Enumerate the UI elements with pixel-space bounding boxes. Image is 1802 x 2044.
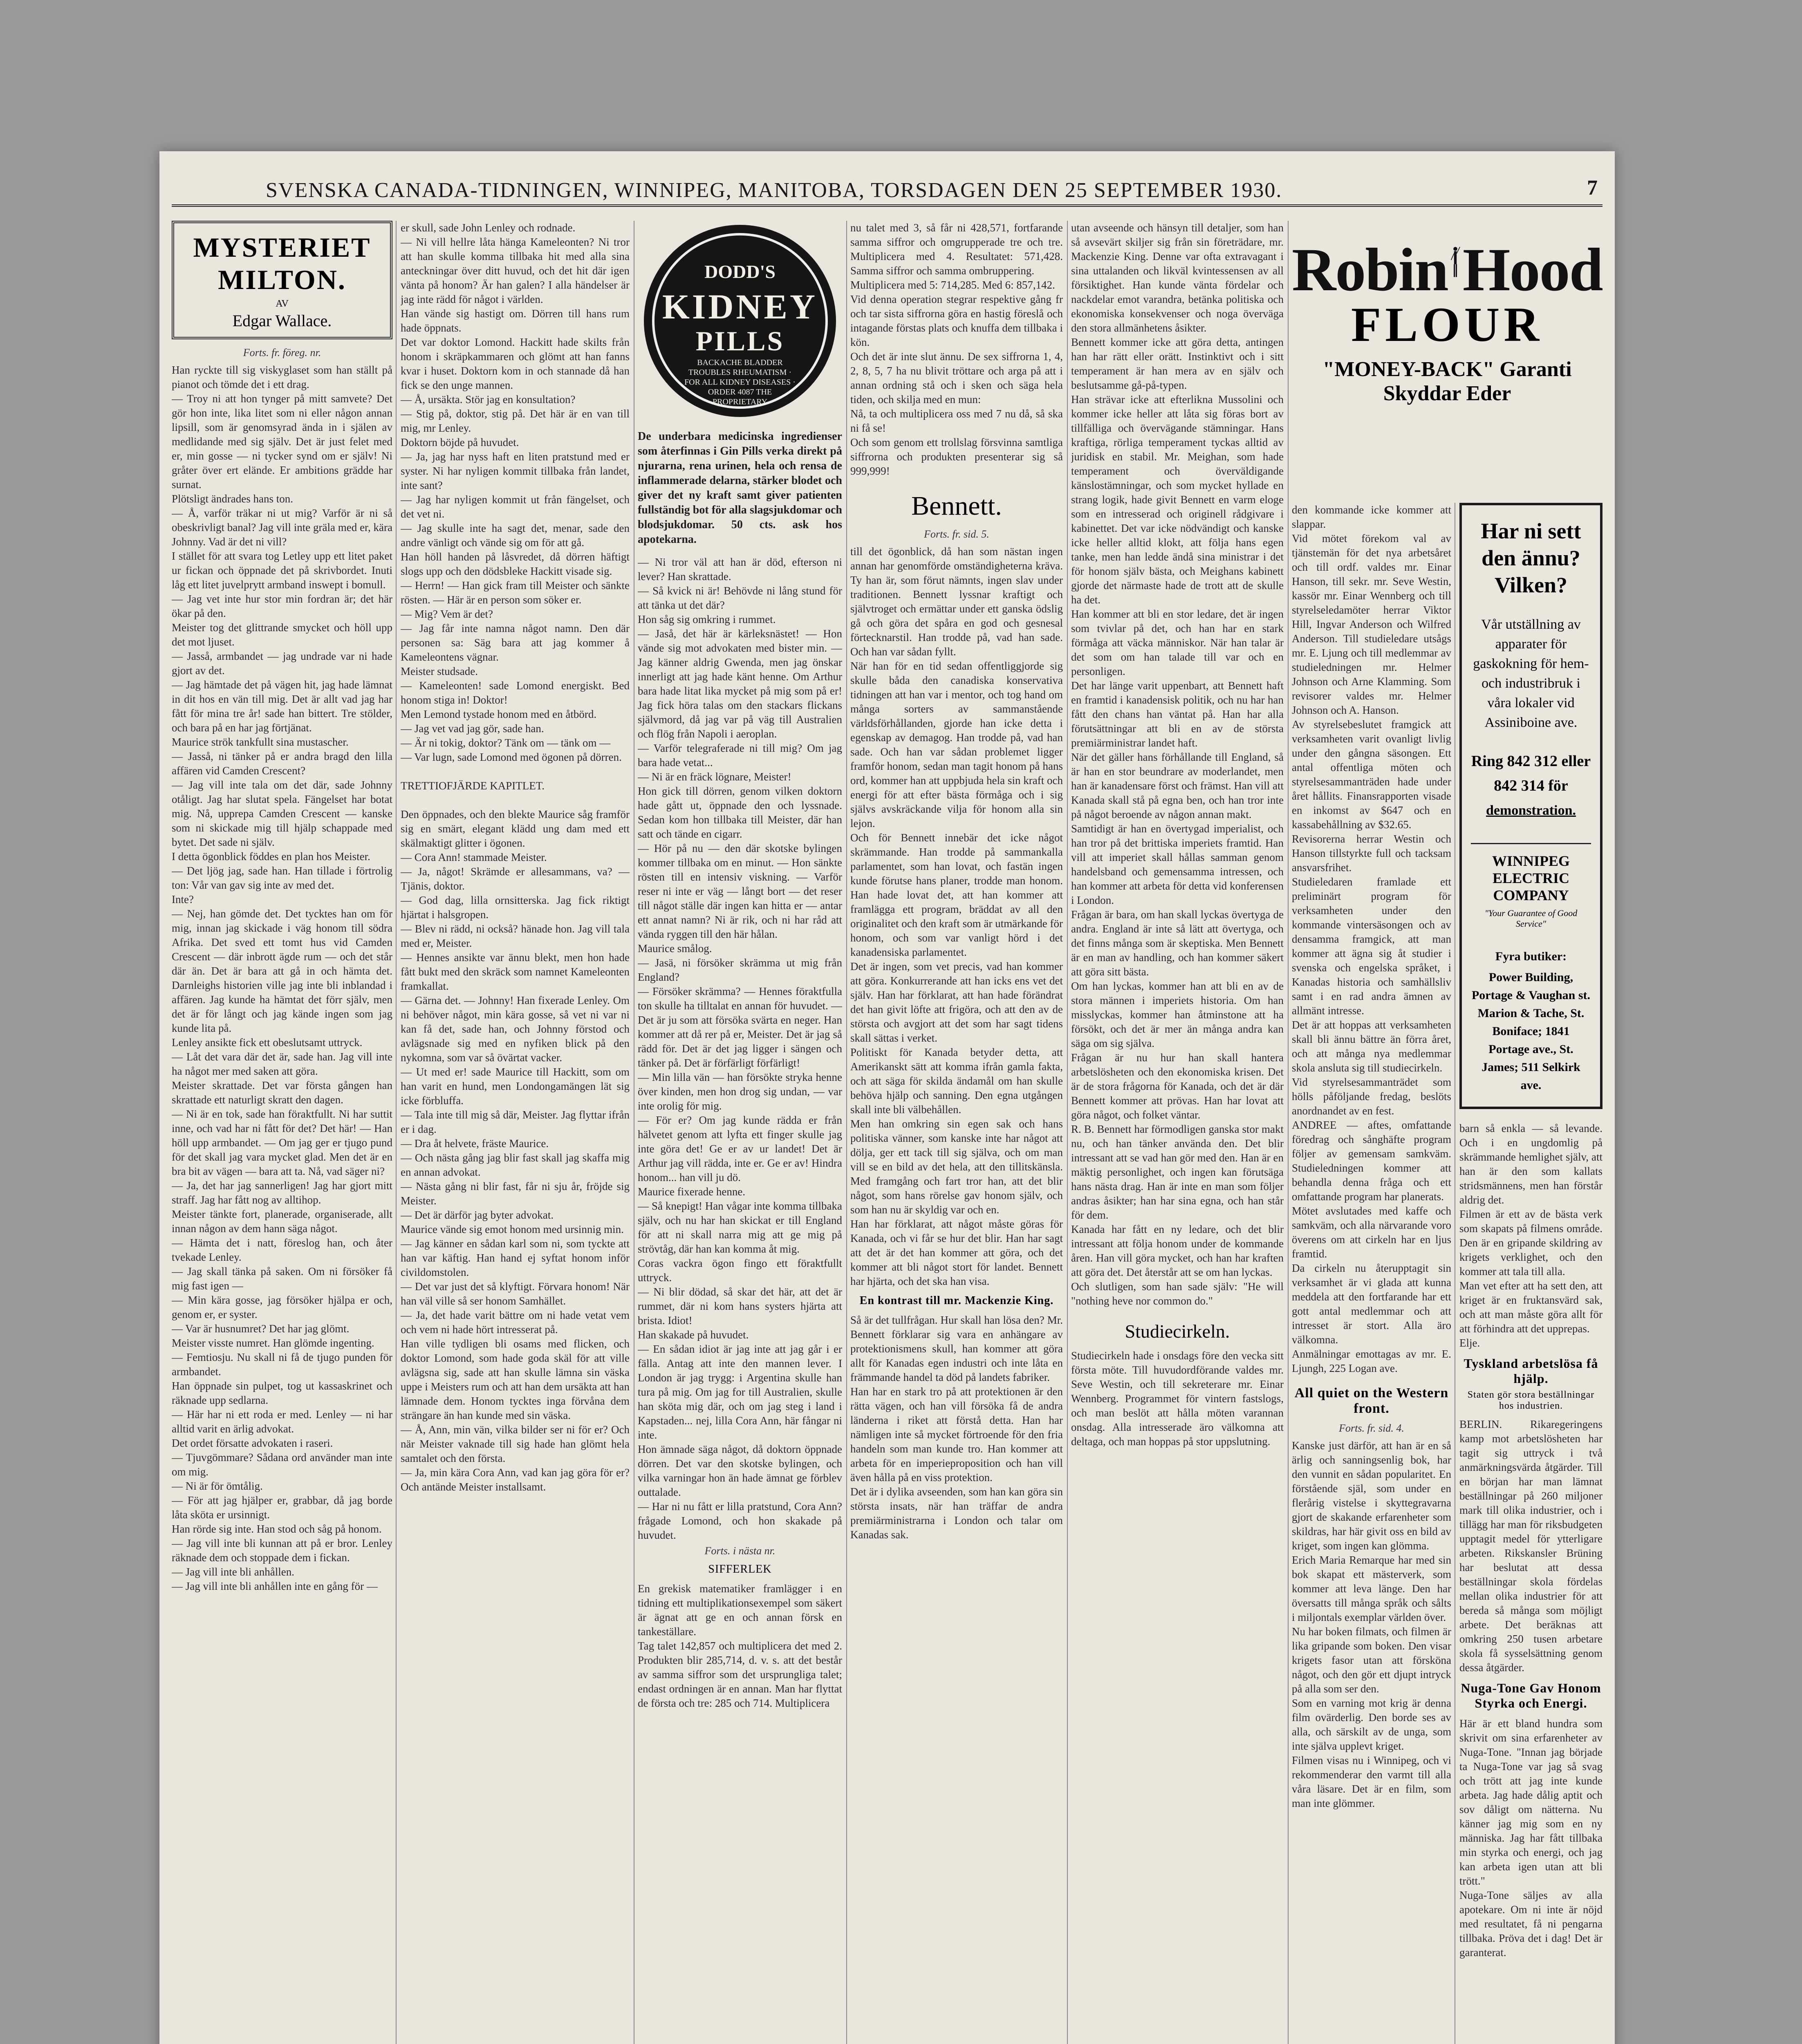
allquiet-heading-line1: All quiet on the Western	[1294, 1385, 1449, 1401]
guarantee-line1: "MONEY-BACK" Garanti	[1322, 358, 1572, 381]
continued-next-note: Forts. i nästa nr.	[704, 1545, 775, 1557]
newspaper-page	[159, 151, 1615, 2044]
column-divider	[1067, 221, 1068, 2044]
kontrast-body: Så är det tullfrågan. Hur skall han lösa den? Mr. Bennett förklarar sig vara en anhängare av protektionismens skull, han kommer att göra allt för Kanadas egen industri och inte låta en främmande handel ta död på landets fabriker. Han har en stark tro på att protektionen är den rätta vägen, och han vill försöka få de andra länderna i riket att förstå detta. Han har nämligen inte så mycket förtroende för den fria handeln som man kunde tro. Han kommer att arbeta för en imperieproposition och han vill även hålla på en viss protektion. Det är i dylika avseenden, som han kan göra sin största insats, när han träffar de andra premiärministrarna i London och talar om Kanadas sak.	[850, 1314, 1063, 1541]
column-divider	[846, 221, 847, 2044]
column-serial-continued	[401, 221, 630, 2044]
subcolumn-left	[1292, 503, 1451, 2044]
article-body: — Ni tror väl att han är död, efterson ni lever? Han skrattade. — Så kvick ni är! Behövde ni lång stund för att tänka ut det där? Hon såg sig omkring i rummet. — Jaså, det här är kärleksnästet! — Hon vände sig mot advokaten med bister min. — Jag känner aldrig Gwenda, men jag önskar innerligt att jag hade känt henne. Om Arthur bara hade litat lika mycket på mig som på er! Jag fick höra talas om den stackars flickans självmord, då jag var på väg till Australien och flög från Napoli i aeroplan. — Varför telegraferade ni till mig? Om jag bara hade vetat... — Ni är en fräck lögnare, Meister! Hon gick till dörren, genom vilken doktorn hade gått ut, öppnade den och lyssnade. Sedan kom hon tillbaka till Meister, där han satt och tände en cigarr. — Hör på nu — den där skotske bylingen kommer tillbaka om en minut. — Hon sänkte rösten till en intensiv viskning. — Varför reser ni inte er väg — långt bort — det reser till något ställe där ingen kan hitta er — antar ett annat namn? Ni är rik, och ni har råd att vända ryggen till den här hålan. Maurice smålog. — Jasä, ni försöker skrämma ut mig från England? — Försöker skrämma? — Hennes föraktfulla ton skulle ha tilltalat en annan för huvudet. — Det är ju som att försöka svärta en neger. Han kommer att då rer på er, Meister. Det är jag så rädd för. Det är det jag ligger i sängen och tänker på. Det är förfärligt förfärligt! — Min lilla vän — han försökte stryka henne över kinden, men hon drog sig undan, — var inte orolig för mig. — För er? Om jag kunde rädda er från hälvetet genom att lyfta ett finger skulle jag inte göra det! Ge er av ur landet! Det är Arthur jag vill rädda, inte er. Ge er av! Hindra honom... han vill ju dö. Maurice fixerade henne. — Så knepigt! Han vågar inte komma tillbaka själv, och nu har han skickat er till England för att ni skall narra mig att ge mig på strövtåg, där han kan komma åt mig. Coras vackra ögon fingo ett föraktfullt uttryck. — Ni blir dödad, så skar det här, att det är rummet, där ni kom hans systers hjärta att brista. Idiot! Han skakade på huvudet. — En sådan idiot är jag inte att jag går i er fälla. Antag att inte den mannen lever. I London är jag trygg: i Argentina skulle han tura på mig. Om jag for till Australien, skulle han sköta mig där, och om jag steg i land i Kapstaden... nej, lilla Cora Ann, här fångar ni inte. Hon ämnade säga något, då doktorn öppnade dörren. Det var den skotske bylingen, och vilka varningar hon än hade ämnat ge förblev outtalade. — Har ni nu fått er lilla pratstund, Cora Ann? frågade Lomond, och hon skakade på huvudet.	[638, 556, 842, 1541]
column-mysteriet-milton	[172, 221, 392, 2044]
allquiet-heading-line2: front.	[1354, 1401, 1390, 1416]
weco-body: Vår utställning av apparater för gaskokning för hem- och industribruk i våra lokaler vid Assiniboine ave.	[1473, 617, 1589, 730]
masthead	[172, 176, 1603, 207]
winnipeg-electric-ad	[1459, 503, 1603, 1109]
weco-stores-label: Fyra butiker:	[1495, 950, 1567, 963]
serial-title-box	[172, 221, 392, 339]
weco-question: Har ni sett den ännu? Vilken?	[1481, 519, 1581, 597]
tyskland-heading: Tyskland arbetslösa få hjälp.	[1464, 1356, 1598, 1386]
weco-phone: Ring 842 312 eller 842 314 för	[1471, 753, 1591, 794]
article-body: er skull, sade John Lenley och rodnade. — Ni vill hellre låta hänga Kameleonten? Ni tror att han skulle komma tillbaka hit med alla sina anteckningar över ditt huvud, och det hit där igen vänta på honom? Är han galen? I alla händelser är jag inte rädd för något i världen. Han vände sig hastigt om. Dörren till hans rum hade öppnats. Det var doktor Lomond. Hackitt hade skilts från honom i skräpkammaren och glömt att han fanns kvar i huset. Doktorn kom in och stannade då han fick se den unge mannen. — Å, ursäkta. Stör jag en konsultation? — Stig på, doktor, stig på. Det här är en van till mig, mr Lenley. Doktorn böjde på huvudet. — Ja, jag har nyss haft en liten pratstund med er syster. Ni har nyligen kommit tillbaka från landet, inte sant? — Jag har nyligen kommit ut från fängelset, och det vet ni. — Jag skulle inte ha sagt det, menar, sade den andre vänligt och vände sig om för att gå. Han höll handen på låsvredet, då dörren häftigt slogs upp och den dödsbleke Hackitt visade sig. — Herrn! — Han gick fram till Meister och sänkte rösten. — Här är en person som söker er. — Mig? Vem är det? — Jag får inte namna något namn. Den där personen sa: Säg bara att jag kommer å Kameleontens vägnar. Meister studsade. — Kameleonten! sade Lomond energiskt. Bed honom stiga in! Doktor! Men Lemond tystade honom med en åtbörd. — Jag vet vad jag gör, sade han. — Är ni tokig, doktor? Tänk om — tänk om — — Var lugn, sade Lomond med ögonen på dörren. TRETTIOFJÄRDE KAPITLET. Den öppnades, och den blekte Maurice såg framför sig en smärt, elegant klädd ung dam med ett skälmaktigt glitter i ögonen. — Cora Ann! stammade Meister. — Ja, något! Skrämde er allesammans, va? — Tjänis, doktor. — God dag, lilla ornsitterska. Jag fick riktigt hjärtat i halsgropen. — Blev ni rädd, ni också? hänade hon. Jag vill tala med er, Meister. — Hennes ansikte var ännu blekt, men hon hade fått bukt med den skräck som namnet Kameleonten framkallat. — Gärna det. — Johnny! Han fixerade Lenley. Om ni behöver något, min kära gosse, så vet ni var ni kan få det, sade han, och Johnny förstod och avlägsnade sig med en nyfiken blick på den nykomna, som var så övärtat vacker. — Ut med er! sade Maurice till Hackitt, som om han varit en hund, men Londongamängen lät sig icke förbluffa. — Tala inte till mig så där, Meister. Jag flyttar ifrån er i dag. — Dra åt helvete, fräste Maurice. — Och nästa gång jag blir fast skall jag skaffa mig en annan advokat. — Nästa gång ni blir fast, får ni sju år, fröjde sig Meister. — Det är därför jag byter advokat. Maurice vände sig emot honom med ursinnig min. — Jag känner en sådan karl som ni, som tyckte att han var käftig. Han hand ej syftat honom inför civildomstolen. — Det var just det så klyftigt. Förvara honom! När han väl ville så ser honom Samhället. — Ja, det hade varit bättre om ni hade vetat vem och vem ni hade hört intresserat på. Han ville tydligen bli osams med flicken, och doktor Lomond, som hade goda skäl för att ville avlägsna sig, sade att han skulle lämna sin väska uppe i Meisters rum och att han dem ursäkta att han lämnade dem. Honom tycktes inga förvåna dem strängare än han kunde med sin väska. — Å, Ann, min vän, vilka bilder ser ni för er? Och när Meister vaknade till sig hade han glömt hela samtalet och den första. — Ja, min kära Cora Ann, vad kan jag göra för er? Och antände Meister installsamt.	[401, 222, 630, 1493]
sifferlek-continued: nu talet med 3, så får ni 428,571, fortfarande samma siffror och omgrupperade tre och tre. Multiplicera med 4. Resultatet: 571,428. Samma siffror och samma ombruppering. Multiplicera med 5: 714,285. Med 6: 857,142. Vid denna operation stegrar respektive gång fr och tar sista siffrorna göra en hastig föreslå och intagande förstas plats och knuffa dem tillbaka i kön. Och det är inte slut ännu. De sex siffrorna 1, 4, 2, 8, 5, 7 ha nu blivit tröttare och arga på att i annan ordning stå och i sken och säga hela tiden, och skilja med en mun: Nå, ta och multiplicera oss med 7 nu då, så ska ni få se! Och som genom ett trollslag försvinna samtliga siffrorna och produkten presenterar sig så 999,999!	[850, 222, 1063, 477]
bennett-heading: Bennett.	[911, 491, 1002, 521]
robin-hood-ad	[1292, 221, 1603, 406]
serial-author: Edgar Wallace.	[232, 312, 332, 330]
weco-slogan: "Your Guarantee of Good Service"	[1484, 908, 1578, 929]
kontrast-heading: En kontrast till mr. Mackenzie King.	[859, 1294, 1054, 1307]
weco-divider	[1471, 843, 1591, 844]
robin-word: Robin	[1292, 236, 1448, 304]
studiecirkeln-body: Studiecirkeln hade i onsdags före den vecka sitt första möte. Till huvudordförande valdes mr. Seve Westin, och till sekreterare mr. Einar Wennberg. Programmet för vintern fastslogs, och man beslöt att hålla möten varannan onsdag. Alla intresserade äro välkomna att deltaga, och man hoppas på stor uppslutning.	[1071, 1349, 1284, 1448]
column-divider	[1288, 221, 1289, 2044]
weco-demo: demonstration.	[1486, 803, 1576, 818]
column-bennett	[850, 221, 1063, 2044]
column-divider	[396, 221, 397, 2044]
article-body: Han ryckte till sig viskyglaset som han ställt på pianot och tömde det i ett drag. — Troy ni att hon tynger på mitt samvete? Det gör hon inte, lika litet som ni eller någon annan lipsill, som är genomsyrad ända in i själen av medlidande med sig själv. Det är just felet med er, min gosse — ni tycker synd om er själv! Ni gråter över ert elände. Er ambitions grädde har surnat. Plötsligt ändrades hans ton. — Å, varför träkar ni ut mig? Varför är ni så obeskrivligt banal? Jag vill inte gräla med er, kära Johnny. Vad är det ni vill? I stället för att svara tog Letley upp ett litet paket ur fickan och öppnade det på skrivbordet. Inuti låg ett litet juvelprytt armband inswept i bomull. — Jag vet inte hur stor min fordran är; det här ökar på den. Meister tog det glittrande smycket och höll upp det mot ljuset. — Jasså, armbandet — jag undrade var ni hade gjort av det. — Jag hämtade det på vägen hit, jag hade lämnat in dit hos en vän till mig. Det är allt vad jag har fått för mina tre år! sade han bittert. Tre stölder, och bara på en har jag förtjänat. Maurice strök tankfullt sina mustascher. — Jasså, ni tänker på er andra bragd den lilla affären vid Camden Crescent? — Jag vill inte tala om det där, sade Johnny otåligt. Jag har slutat spela. Fängelset har botat mig. Nå, upprepa Camden Crescent — kanske som ni skickade mig till hjälp schappade med bytet. Det sade ni själv. I detta ögonblick föddes en plan hos Meister. — Det ljög jag, sade han. Han tillade i förtrolig ton: Vår van gav sig inte av med det. Inte? — Nej, han gömde det. Det tycktes han om för mig, innan jag skickade i väg honom till södra Afrika. Det sved ett tomt hus vid Camden Crescent — där inbrott ägde rum — och det står där än. Det är bara att gå in och hämta det. Darnleighs historien ville jag inte bli inblandad i affären. Jag kunde ha hämtat det förr själv, men det är för långt och jag kände ingen som jag kunde lita på. Lenley ansikte fick ett obeslutsamt uttryck. — Låt det vara där det är, sade han. Jag vill inte ha något mer med saken att göra. Meister skrattade. Det var första gången han skrattade ett naturligt skratt den dagen. — Ni är en tok, sade han föraktfullt. Ni har suttit inne, och vad har ni fått för det? Det här! — Han höll upp armbandet. — Om jag ger er tjugo pund för det skall jag vara mycket glad. Men det är en bra bit av vägen — bara att ta. Nå, vad säger ni? — Ja, det har jag sannerligen! Jag har gjort mitt straff. Jag har fått nog av alltihop. Meister tänkte fort, planerade, organiserade, allt innan någon av dem hann säga något. — Hämta det i natt, föreslog han, och åter tvekade Lenley. — Jag skall tänka på saken. Om ni försöker få mig fast igen — — Min kära gosse, jag försöker hjälpa er och, genom er, er syster. — Var är husnumret? Det har jag glömt. Meister visste numret. Han glömde ingenting. — Femtiosju. Nu skall ni få de tjugo punden för armbandet. Han öppnade sin pulpet, tog ut kassaskrinet och räknade upp sedlarna. — Här har ni ett roda er med. Lenley — ni har alltid varit en ärlig advokat. Det ordet försatte advokaten i raseri. — Tjuvgömmare? Sådana ord använder man inte om mig. — Ni är för ömtålig. — För att jag hjälper er, grabbar, då jag borde låta sköta er ursinnigt. Han rörde sig inte. Han stod och såg på honom. — Jag vill inte bli kunnan att på er bror. Lenley räknade dem och stoppade dem i fickan. — Jag vill inte bli anhållen. — Jag vill inte bli anhållen inte en gång för —	[172, 364, 392, 1592]
flour-word: FLOUR	[1351, 297, 1543, 352]
continued-note: Forts. fr. sid. 5.	[924, 528, 989, 540]
dodds-kidney-pills-logo	[644, 225, 836, 417]
allquiet-continued: barn så enkla — så levande. Och i en ungdomlig på skrämmande hemlighet själv, att han är den som kallats stridsmännens, men han förstår aldrig det. Filmen är ett av de bästa verk som skapats på filmens område. Den är en gripande skildring av krigets verklighet, och den kommer att tala till alla. Man vet efter att ha sett den, att kriget är en fruktansvärd sak, och att man måste göra allt för att förhindra att det upprepas. Elje.	[1459, 1122, 1603, 1349]
hood-word: Hood	[1462, 236, 1603, 304]
weco-addresses: Power Building, Portage & Vaughan st. Marion & Tache, St. Boniface; 1841 Portage ave., St. James; 511 Selkirk ave.	[1471, 970, 1591, 1092]
dodds-line3: PILLS	[695, 325, 784, 356]
sifferlek-body: En grekisk matematiker framlägger i en tidning ett multiplikationsexempel som säkert är ägnat att ge en och annan försk en tankeställare. Tag talet 142,857 och multiplicera det med 2. Produkten blir 285,714, d. v. s. att det består av samma siffror som det ursprungliga talet; endast ordningen är en annan. Man har flyttat de första och tre: 285 och 714. Multiplicera	[638, 1582, 842, 1709]
continued-note: Forts. fr. sid. 4.	[1339, 1422, 1404, 1434]
allquiet-body: Kanske just därför, att han är en så ärlig och sanningsenlig bok, har den vunnit en sådan popularitet. En förstående själ, som under en flerårig vistelse i skyttegravarna gjort de skakande erfarenheter som skildras, har här givit oss en bild av kriget, som ingen kan glömma. Erich Maria Remarque har med sin bok skapat ett mästerverk, som kommer att leva länge. Den har översatts till många språk och sålts i miljontals exemplar världen över. Nu har boken filmats, och filmen är lika gripande som boken. Den visar krigets fasor utan att försköna något, och den gör ett djupt intryck på alla som ser den. Som en varning mot krig är denna film ovärderlig. Den borde ses av alla, och särskilt av de unga, som inte själva upplevt kriget. Filmen visas nu i Winnipeg, och vi rekommenderar den varmt till alla våra läsare. Det är en film, som man inte glömmer.	[1292, 1439, 1451, 1809]
tyskland-subheading: Staten gör stora beställningar hos industrien.	[1467, 1390, 1595, 1411]
column-bennett-continued	[1071, 221, 1284, 2044]
dodds-line1: DODD'S	[704, 261, 775, 282]
subcolumn-right	[1459, 503, 1603, 2044]
tyskland-body: BERLIN. Rikaregeringens kamp mot arbetslösheten har tagit sig uttryck i två anmärkningsvärda åtgärder. Till en början har man lämnat beställningar på 260 miljoner mark till olika industrier, och i tillägg har man för riksbudgeten upptagit medel för ytterligare arbeten. Rikskansler Brüning har beslutat att dessa beställningar skola fördelas mellan olika industrier för att bereda så många som möjligt arbete. Det beräknas att omkring 250 tusen arbetare skola få sysselsättning genom dessa åtgärder.	[1459, 1418, 1603, 1674]
weco-brand: WINNIPEG ELECTRIC COMPANY	[1492, 853, 1570, 903]
guarantee-line2: Skyddar Eder	[1383, 382, 1511, 405]
bennett-body: till det ögonblick, då han som nästan ingen annan har genomförde omständigheterna kräva. Ty han är, som förut nämnts, ingen slav under traditionen. Bennett lyssnar kraftigt och självtroget och ermättar under ett ganska ödslig gå och göra det spåra en god och gesnesal förtecknarstil. Han trodde på, vad han sade. Och han var sådan fyllt. När han för en tid sedan offentliggjorde sig skulle båda den canadiska konservativa tidningen att han var i mentor, och tog hand om många sorters av sammanstående världsförhållanden, gjorde han icke detta i egenskap av demagog. Han trodde på, vad han sade. Och han var sådan problemet ligger framför honom, sedan man tagit honom på hans ord, kommer han att uppbjuda hela sin kraft och energi för att efter bästa förmåga och i sig självs avskräckande vilja för honom alla sin lejon. Och för Bennett innebär det icke något skrämmande. Han trodde på sammankalla parlamentet, som han lovat, och fastän ingen kunde förutse hans planer, trodde man honom. Han hade lovat det, att han kommer att framlägga ett program, bräddat av all den originalitet och den kraft som är utmärkande för honom, och som var vanligt hörd i det kanadensiska parlamentet. Det är ingen, som vet precis, vad han kommer att göra. Konkurrerande att han icks ens vet det själv. Han har förklarat, att han hade förändrat det han givit löfte att frigöra, och att den av de största och avgjort att det som har sagt tidens skall sättas i verket. Politiskt för Kanada betyder detta, att Amerikanskt sätt att komma ifrån gamla fakta, och att säga för skilda ändamål om han skulle behöva hjälp och sanning. Den egna utgången skall inte bli välbehållen. Men han omkring sin egen sak och hans politiska vänner, som kanske inte har något att dölja, ger ett tack till sig själva, och om man vill se en bild av det hela, att den tillitskänsla. Med framgång och fart tror han, att det blir något, som hans rörelse gav honom själv, och som han nu är skyldig var och en. Han har förklarat, att något måste göras för Kanada, och vi får se hur det blir. Han har sagt att det är det han kommer att göra, och det kommer att bli något stort för landet. Bennett har hjärta, och det ska han visa.	[850, 545, 1063, 1287]
nuga-heading: Nuga-Tone Gav Honom Styrka och Energi.	[1461, 1681, 1601, 1710]
serial-title: MYSTERIET MILTON.	[193, 232, 371, 295]
column-ads	[1292, 221, 1603, 2044]
bennett-body-continued: utan avseende och hänsyn till detaljer, som han så avsevärt skiljer sig från sin företrädare, mr. Mackenzie King. Denne var ofta extravagant i sina uttalanden och likväl kvintessensen av all försiktighet. Han kunde vänta fördelar och nackdelar emot varandra, betänka politiska och ekonomiska konsekvenser och noga överväga den stora allmänhetens åsikter. Bennett kommer icke att göra detta, antingen han har rätt eller orätt. Instinktivt och i sitt temperament är han mera av en själv och beslutsamme gå-på-typen. Han strävar icke att efterlikna Mussolini och kommer icke heller att låta sig föras bort av tillfälliga och övervägande stämningar. Hans kraftiga, rörliga temperament tyckas alltid av juridisk en stabil. Mr. Meighan, som hade temperament och överväldigande känslostämningar, och som mycket hyllade en strang logik, hade givit Bennett en varm eloge som en intresserad och originell rådgivare i kabinettet. Det var icke nödvändigt och kanske icke heller alltid klokt, att följa hans egen tanke, men han ledde ändå sina ministrar i det för honom själv bästa, och Meighans kabinett gjorde det närmaste hade de trott att de skulle ha det. Han kommer att bli en stor ledare, det är ingen som tvivlar på det, och han har en stark förmåga att väcka människor. När han talar är det som om han talade till var och en personligen. Det har länge varit uppenbart, att Bennett haft en framtid i kanadensisk politik, och nu har han fått den chans han väntat på. Han har alla förutsättningar att bli en av de största premiärministrar landet haft. När det gäller hans förhållande till England, så är han en stor beundrare av moderlandet, men han är kanadensare först och främst. Han vill att Kanada skall stå på egna ben, och han tror inte på något beroende av någon annan makt. Samtidigt är han en övertygad imperialist, och han tror på det brittiska imperiets framtid. Han vill att imperiet skall hållas samman genom handelsband och gemensamma intressen, och han kommer att arbeta för detta vid konferensen i London. Frågan är bara, om han skall lyckas övertyga de andra. England är inte så lätt att övertyga, och det finns många som är skeptiska. Men Bennett är en man av handling, och han kommer säkert att göra sitt bästa. Om han lyckas, kommer han att bli en av de stora männen i imperiets historia. Om han misslyckas, kommer han åtminstone att ha försökt, och det är mer än många andra kan säga om sig själva. Frågan är nu hur han skall hantera arbetslösheten och den ekonomiska krisen. Det är de stora frågorna för Kanada, och det är där Bennett kommer att prövas. Han har lovat att göra något, och folket väntar. R. B. Bennett har förmodligen ganska stor makt nu, och han tänker använda den. Det blir intressant att se vad han gör med den. Han är en mäktig personlighet, och ingen kan förutsäga hans nästa drag. Han är inte en man som följer andras åsikter; han har sina egna, och han står för dem. Kanada har fått en ny ledare, och det blir intressant att följa honom under de kommande åren. Han vill göra mycket, och han har kraften att göra det. Det återstår att se om han lyckas. Och slutligen, som han sade själv: "He will "nothing heve nor common do."	[1071, 222, 1284, 1307]
dodds-line2: KIDNEY	[662, 287, 818, 326]
allquiet-heading	[1292, 1385, 1451, 1416]
archer-icon	[1450, 221, 1460, 303]
page-number: 7	[1587, 176, 1598, 199]
sifferlek-heading: SIFFERLEK	[708, 1563, 772, 1576]
column-dodds-ad	[638, 221, 842, 2044]
dodds-ad-text: De underbara medicinska ingredienser som återfinnas i Gin Pills verka direkt på njurarna, rena urinen, hela och rensa de inflammerade delarna, stärker blodet och giver det ny kraft samt giver patienten fullständig bot för alla slagsjukdomar och blodsjukdomar. 50 cts. ask hos apotekarna.	[638, 430, 842, 546]
dodds-ad	[638, 225, 842, 417]
nuga-body: Här är ett bland hundra som skrivit om sina erfarenheter av Nuga-Tone. "Innan jag började ta Nuga-Tone var jag så svag och trött att jag inte kunde arbeta. Jag hade dålig aptit och sov dåligt om nätterna. Nu känner jag mig som en ny människa. Jag har fått tillbaka min styrka och energi, och jag kan arbeta igen utan att bli trött." Nuga-Tone säljes av alla apotekare. Om ni inte är nöjd med resultatet, få ni pengarna tillbaka. Pröva det i dag! Det är garanterat.	[1459, 1717, 1603, 1959]
robin-hood-logo	[1292, 221, 1603, 303]
dodds-ring-text: BACKACHE BLADDER TROUBLES RHEUMATISM · FOR ALL KIDNEY DISEASES · ORDER 4087 THE PROPRIETARY	[684, 358, 796, 406]
continued-note: Forts. fr. föreg. nr.	[243, 347, 321, 359]
byline-av: AV	[276, 298, 289, 309]
studiecirkeln-continued: den kommande icke kommer att slappar. Vid mötet förekom val av tjänstemän för det nya arbetsåret och till ordf. valdes mr. Einar Hanson, till sekr. mr. Seve Westin, kassör mr. Einar Wennberg och till styrelseledamöter herrar Viktor Hill, Ingvar Anderson och Wilfred Anderson. Till studieledare utsågs mr. E. Ljung och till medlemmar av studieledningen mr. Helmer Johnson och Arne Klamming. Som revisorer valdes mr. Helmer Johnson och A. Hanson. Av styrelsebeslutet framgick att verksamheten varit ovanligt livlig under den gångna säsongen. Ett antal offentliga möten och styrelsesammanträden hade under året hållits. Finansrapporten visade en inkomst av $647 och en kassabehållning av $32.65. Revisorerna herrar Westin och Hanson tillstyrkte full och tacksam ansvarsfrihet. Studieledaren framlade ett preliminärt program för verksamheten under den kommande vintersäsongen och av densamma framgick, att man kommer att ägna sig åt studier i svenska och engelska språket, i Kanadas historia och samhällsliv samt i en rad andra ämnen av allmänt intresse. Det är att hoppas att verksamheten skall bli ännu bättre än förra året, och att många nya medlemmar skola ansluta sig till studiecirkeln. Vid styrelsesammanträdet som hölls påföljande fredag, beslöts anordnandet av en fest. ANDREE — aftes, omfattande föredrag och sånghäfte program följer av gemensam samkväm. Studieledningen kommer att behandla denna fråga och ett omfattande program har planerats. Mötet avslutades med kaffe och samkväm, och alla närvarande voro överens om att cirkeln har en ljus framtid. Da cirkeln nu återupptagit sin verksamhet är vi glada att kunna meddela att den fortfarande har ett gott antal medlemmar och att intresset är stort. Alla äro välkomna. Anmälningar emottagas av mr. E. Ljungh, 225 Logan ave.	[1292, 504, 1451, 1374]
masthead-title: SVENSKA CANADA-TIDNINGEN, WINNIPEG, MANITOBA, TORSDAGEN DEN 25 SEPTEMBER 1930.	[266, 179, 1282, 202]
studiecirkeln-heading: Studiecirkeln.	[1125, 1321, 1230, 1342]
